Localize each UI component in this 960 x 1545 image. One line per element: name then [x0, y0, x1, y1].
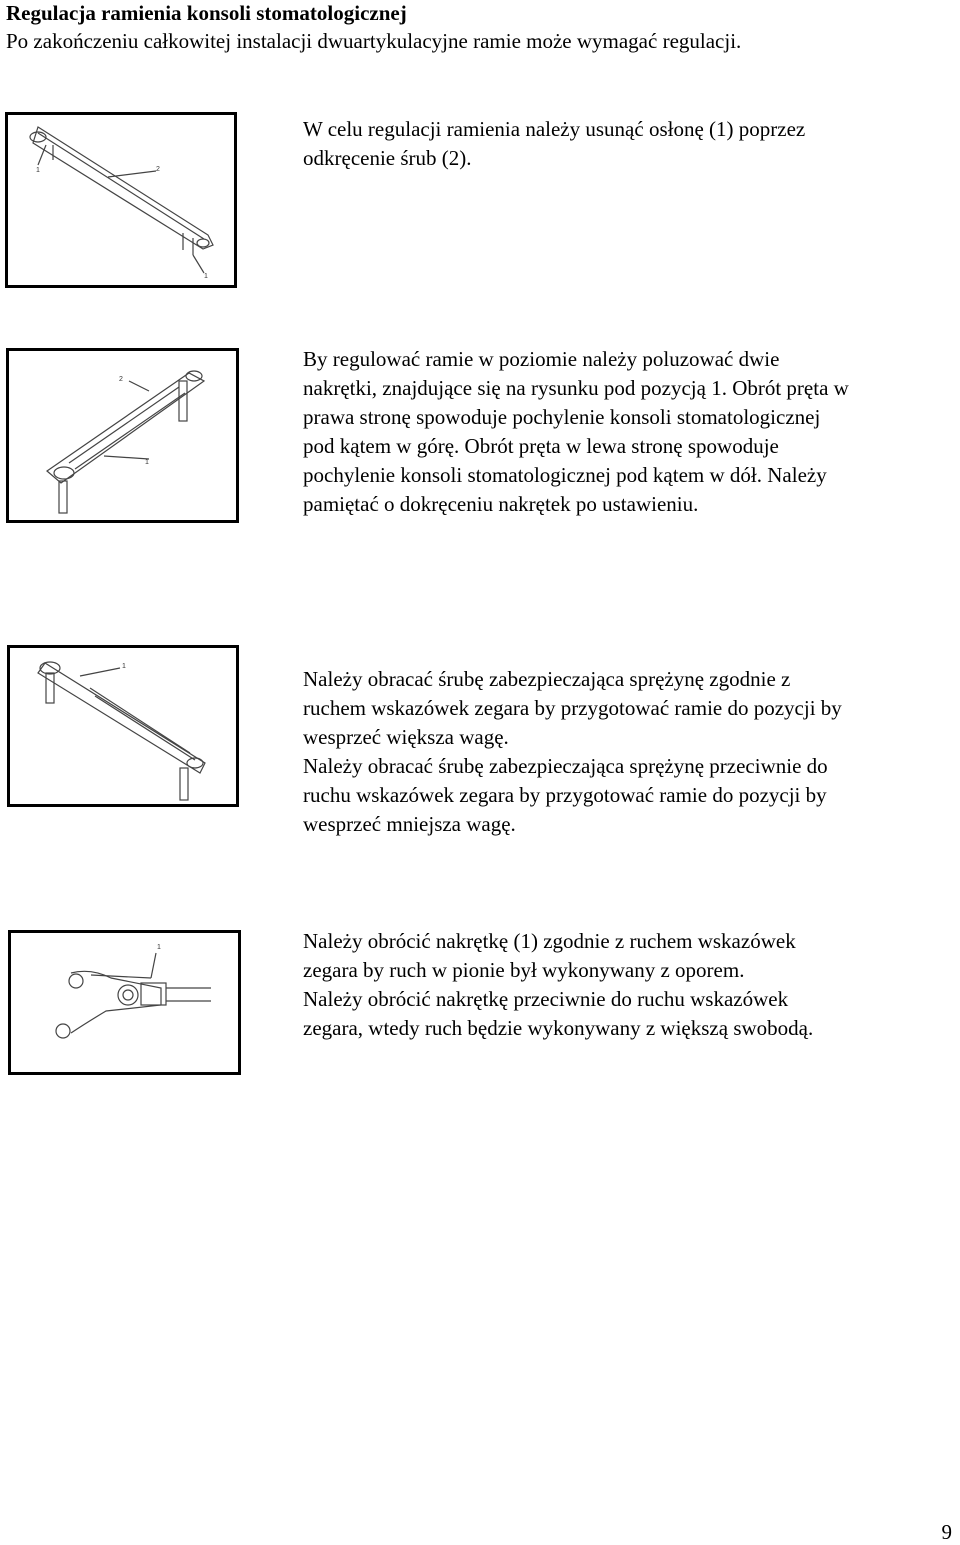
vertical-nut-drawing — [11, 933, 238, 1072]
text-line: pochylenie konsoli stomatologicznej pod kątem w dół. Należy — [303, 463, 827, 487]
figure-arm-cover — [5, 112, 237, 288]
text-line: pod kątem w górę. Obrót pręta w lewa stronę spowoduje — [303, 434, 779, 458]
text-line: Należy obrócić nakrętkę (1) zgodnie z ruchem wskazówek — [303, 929, 796, 953]
figure-label: 1 — [122, 663, 126, 670]
arm-cover-drawing — [8, 115, 234, 285]
text-line: Należy obracać śrubę zabezpieczająca sprężynę przeciwnie do — [303, 754, 828, 778]
arm-horizontal-drawing — [9, 351, 236, 520]
text-line: prawa stronę spowoduje pochylenie konsoli stomatologicznej — [303, 405, 821, 429]
text-line: pamiętać o dokręceniu nakrętek po ustawieniu. — [303, 492, 699, 516]
text-line: ruchu wskazówek zegara by przygotować ramie do pozycji by — [303, 783, 827, 807]
paragraph-horizontal-adjustment — [303, 345, 958, 519]
text-line: nakrętki, znajdujące się na rysunku pod pozycją 1. Obrót pręta w — [303, 376, 849, 400]
text-line: Należy obracać śrubę zabezpieczająca sprężynę zgodnie z — [303, 667, 791, 691]
paragraph-vertical-nut — [303, 927, 958, 1043]
text-line: zegara by ruch w pionie był wykonywany z oporem. — [303, 958, 745, 982]
spring-screw-drawing — [10, 648, 236, 804]
page-subtitle: Po zakończeniu całkowitej instalacji dwuartykulacyjne ramie może wymagać regulacji. — [6, 29, 742, 53]
text-line: odkręcenie śrub (2). — [303, 146, 472, 170]
text-line: By regulować ramie w poziomie należy poluzować dwie — [303, 347, 780, 371]
figure-label: 1 — [204, 273, 208, 280]
figure-label: 1 — [145, 459, 149, 466]
figure-label: 2 — [156, 166, 160, 173]
paragraph-cover-removal — [303, 115, 958, 173]
figure-spring-screw — [7, 645, 239, 807]
figure-label: 1 — [157, 944, 161, 951]
figure-vertical-nut — [8, 930, 241, 1075]
figure-arm-horizontal — [6, 348, 239, 523]
text-line: wesprzeć mniejsza wagę. — [303, 812, 516, 836]
text-line: ruchem wskazówek zegara by przygotować ramie do pozycji by — [303, 696, 842, 720]
paragraph-spring-screw — [303, 665, 958, 839]
text-line: Należy obrócić nakrętkę przeciwnie do ruchu wskazówek — [303, 987, 789, 1011]
text-line: zegara, wtedy ruch będzie wykonywany z większą swobodą. — [303, 1016, 814, 1040]
text-line: wesprzeć większa wagę. — [303, 725, 509, 749]
figure-label: 2 — [119, 376, 123, 383]
figure-label: 1 — [36, 167, 40, 174]
page-number: 9 — [941, 1520, 952, 1544]
text-line: W celu regulacji ramienia należy usunąć osłonę (1) poprzez — [303, 117, 806, 141]
page-title: Regulacja ramienia konsoli stomatologicznej — [6, 1, 407, 25]
